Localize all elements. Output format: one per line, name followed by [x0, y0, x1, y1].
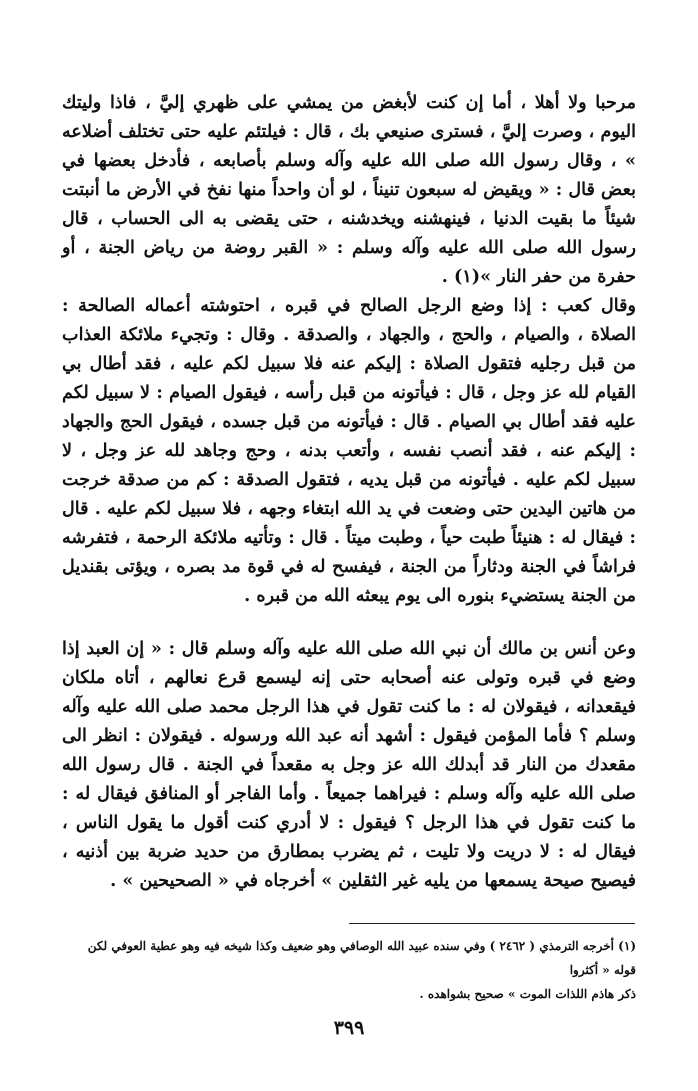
- paragraph-grave-address: مرحبا ولا أهلا ، أما إن كنت لأبغض من يمشي على ظهري إليَّ ، فاذا وليتك اليوم ، وصرت إليَّ ، فسترى صنيعي بك ، قال : فيلتئم عليه حتى تختلف أضلاعه » ، وقال رسول الله صلى الله عليه وآله وسلم بأصابعه ، فأدخل بعضها في بعض قال : « ويقيض له سبعون تنيناً ، لو أن واحداً منها نفخ في الأرض ما أنبتت شيئاً ما بقيت الدنيا ، فينهشنه ويخدشنه ، حتى يقضى به الى الحساب ، قال رسول الله صلى الله عليه وآله وسلم : « القبر روضة من رياض الجنة ، أو حفرة من حفر النار »(١) .: [62, 92, 636, 287]
- page-number: ٣٩٩: [333, 1017, 365, 1039]
- paragraph-anas-narration: وعن أنس بن مالك أن نبي الله صلى الله عليه وآله وسلم قال : « إن العبد إذا وضع في قبره وتولى عنه أصحابه حتى إنه ليسمع قرع نعالهم ، أتاه ملكان فيقعدانه ، فيقولان له : ما كنت تقول في هذا الرجل محمد صلى الله عليه وآله وسلم ؟ فأما المؤمن فيقول : أشهد أنه عبد الله ورسوله . فيقولان : انظر الى مقعدك من النار قد أبدلك الله عز وجل به مقعداً في الجنة . قال رسول الله صلى الله عليه وآله وسلم : فيراهما جميعاً . وأما الفاجر أو المنافق فيقال له : ما كنت تقول في هذا الرجل ؟ فيقول : لا أدري كنت أقول ما يقول الناس ، فيقال له : لا دريت ولا تليت ، ثم يضرب بمطارق من حديد ضربة بين أذنيه ، فيصيح صيحة يسمعها من يليه غير الثقلين » أخرجاه في « الصحيحين » .: [62, 638, 636, 891]
- footnote: [62, 934, 636, 1006]
- main-text: [62, 88, 636, 895]
- paragraph-kaab-narration: وقال كعب : إذا وضع الرجل الصالح في قبره ، احتوشته أعماله الصالحة : الصلاة ، والصيام ، والحج ، والجهاد ، والصدقة . وقال : وتجيء ملائكة العذاب من قبل رجليه فتقول الصلاة : إليكم عنه فلا سبيل لكم عليه ، فقد أطال بي القيام لله عز وجل ، قال : فيأتونه من قبل رأسه ، فيقول الصيام : لا سبيل لكم عليه فقد أطال بي الصيام . قال : فيأتونه من قبل جسده ، فيقول الحج والجهاد : إليكم عنه ، فقد أنصب نفسه ، وأتعب بدنه ، وحج وجاهد لله عز وجل ، لا سبيل لكم عليه . فيأتونه من قبل يديه ، فتقول الصدقة : كم من صدقة خرجت من هاتين اليدين حتى وضعت في يد الله ابتغاء وجهه ، فلا سبيل لكم عليه . قال : فيقال له : هنيئاً طبت حياً ، وطبت ميتاً . قال : وتأتيه ملائكة الرحمة ، فتفرشه فراشاً في الجنة ودثاراً من الجنة ، فيفسح له في قوة مد بصره ، ويؤتى بقنديل من الجنة يستضيء بنوره الى يوم يبعثه الله من قبره .: [62, 295, 636, 606]
- footnote-line-2: ذكر هاذم اللذات الموت » صحيح بشواهده .: [419, 987, 636, 1001]
- footnote-divider: [349, 923, 635, 924]
- footnote-line-1: (١) أخرجه الترمذي ( ٢٤٦٢ ) وفي سنده عبيد الله الوصافي وهو ضعيف وكذا شيخه فيه وهو عطية العوفي لكن قوله « أكثروا: [87, 939, 636, 977]
